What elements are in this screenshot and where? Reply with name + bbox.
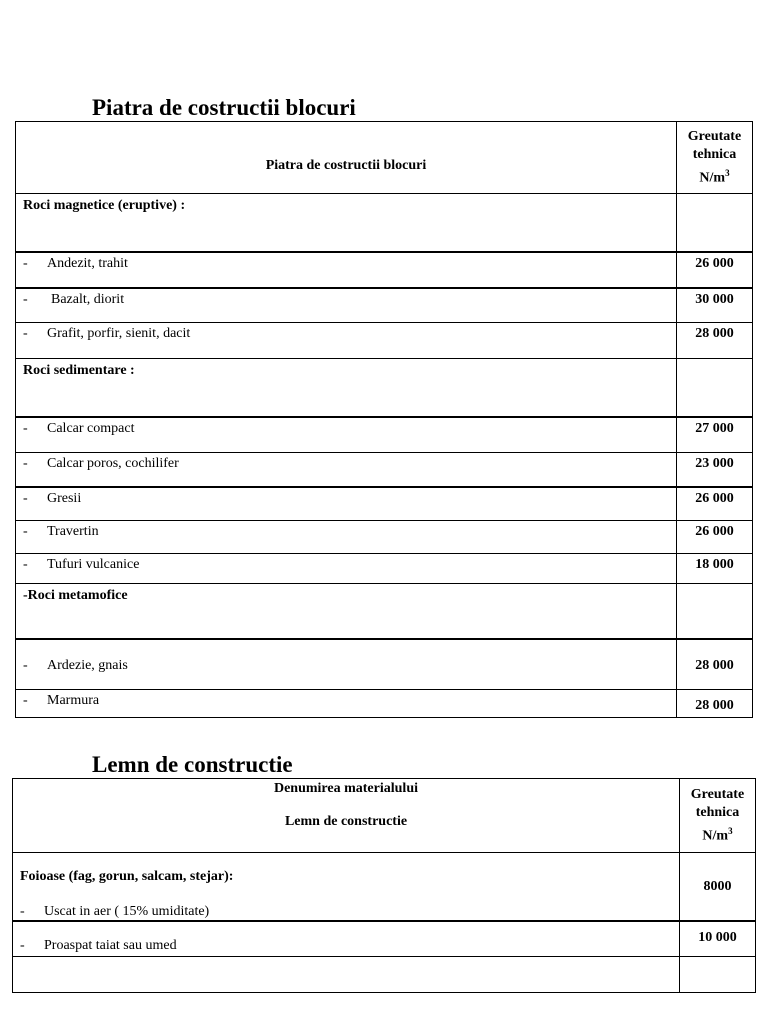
material-cell: [16, 554, 677, 584]
table2-row1-value: 8000: [680, 853, 756, 922]
weight-value: 26 000: [677, 252, 753, 288]
table2-heading: Lemn de constructie: [92, 752, 293, 777]
material-name: Grafit, porfir, sienit, dacit: [47, 326, 191, 341]
material-name: Bazalt, diorit: [51, 291, 125, 307]
table1-header-label: Piatra de costructii blocuri: [16, 122, 677, 194]
material-cell: [16, 690, 677, 718]
table-row: [13, 853, 756, 922]
table2-empty-cell: [13, 956, 680, 992]
section-label-cell: [16, 359, 677, 417]
table2-header-row: [13, 779, 756, 853]
section-label-cell: [16, 194, 677, 252]
stone-weights-table: [15, 121, 753, 718]
dash-marker: -: [23, 456, 28, 471]
material-cell: [16, 288, 677, 323]
weight-value: 28 000: [677, 690, 753, 718]
table-row: [16, 690, 753, 718]
material-name: Gresii: [47, 490, 82, 506]
weight-value: 27 000: [677, 417, 753, 453]
material-cell: [16, 639, 677, 690]
table-row: [16, 252, 753, 288]
table1-heading: Piatra de costructii blocuri: [92, 95, 356, 120]
weight-value: 26 000: [677, 521, 753, 554]
section-label: Roci magnetice (eruptive) :: [23, 198, 186, 213]
weight-value: 18 000: [677, 554, 753, 584]
table-section-row: [16, 359, 753, 417]
table2-row2-value: 10 000: [680, 921, 756, 956]
material-cell: [16, 487, 677, 521]
table-row: [13, 921, 756, 956]
section-label: Roci sedimentare :: [23, 363, 135, 378]
weight-value: 30 000: [677, 288, 753, 323]
table-row: [13, 956, 756, 992]
section-label: -Roci metamofice: [23, 588, 128, 603]
material-name: Calcar poros, cochilifer: [47, 456, 179, 471]
dash-marker: -: [23, 657, 28, 673]
material-name: Tufuri vulcanice: [47, 557, 140, 572]
material-name: Ardezie, gnais: [47, 657, 128, 673]
table2-row2-label: - Proaspat taiat sau umed: [13, 921, 680, 956]
material-name: Andezit, trahit: [47, 255, 128, 271]
weight-value: 28 000: [677, 323, 753, 359]
table2-row1-label: - Uscat in aer ( 15% umiditate): [20, 904, 210, 919]
weight-value: 23 000: [677, 453, 753, 487]
material-name: Marmura: [47, 693, 100, 708]
table1-unit-header: Greutate tehnica $N/m^3$: [677, 122, 753, 194]
table-row: [16, 288, 753, 323]
table1-body: [16, 194, 753, 718]
section-label-cell: [16, 584, 677, 639]
dash-marker: -: [23, 291, 28, 307]
table-row: [16, 323, 753, 359]
table1-header-row: [16, 122, 753, 194]
table-row: [16, 521, 753, 554]
table2-group-label: Foioase (fag, gorun, salcam, stejar):: [20, 869, 234, 884]
material-name: Calcar compact: [47, 420, 135, 436]
table-row: [16, 453, 753, 487]
table2-group-cell: [13, 853, 680, 922]
table-section-row: [16, 584, 753, 639]
dash-marker: -: [23, 490, 28, 506]
dash-marker: -: [23, 524, 28, 539]
dash-marker: -: [23, 557, 28, 572]
table-section-row: [16, 194, 753, 252]
weight-value: 28 000: [677, 639, 753, 690]
table2-unit-header: Greutate tehnica $N/m^3$: [680, 779, 756, 853]
material-cell: [16, 453, 677, 487]
dash-marker: -: [23, 255, 28, 271]
table-row: [16, 417, 753, 453]
weight-value: [677, 194, 753, 252]
table2-header-label: Denumirea materialului Lemn de constructie: [13, 779, 680, 853]
table-row: [16, 639, 753, 690]
dash-marker: -: [23, 420, 28, 436]
material-cell: [16, 417, 677, 453]
dash-marker: -: [23, 326, 28, 341]
weight-value: [677, 584, 753, 639]
material-name: Travertin: [47, 524, 99, 539]
material-cell: [16, 521, 677, 554]
weight-value: [677, 359, 753, 417]
weight-value: 26 000: [677, 487, 753, 521]
material-cell: [16, 252, 677, 288]
table2-empty-cell: [680, 956, 756, 992]
dash-marker: -: [23, 693, 28, 708]
table-row: [16, 487, 753, 521]
material-cell: [16, 323, 677, 359]
wood-weights-table: [12, 778, 756, 993]
table-row: [16, 554, 753, 584]
